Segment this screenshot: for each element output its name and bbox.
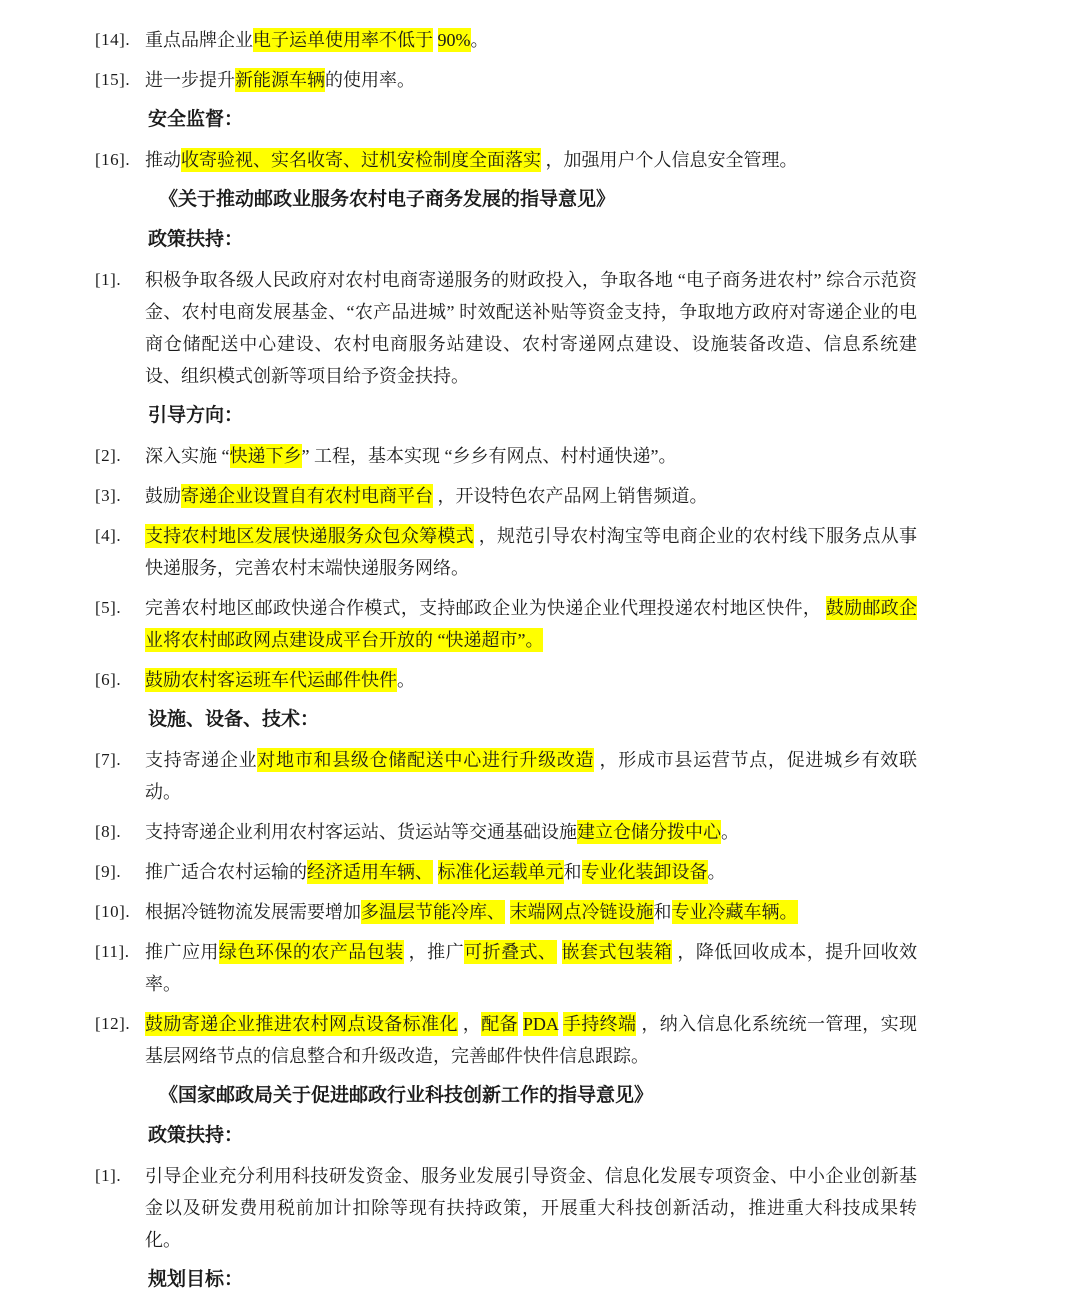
item-text (145, 744, 917, 808)
item-number: [2]. (95, 446, 122, 465)
item-text (145, 896, 917, 928)
list-item (95, 264, 917, 392)
text-segment: 的使用率。 (325, 70, 415, 90)
item-text (145, 856, 917, 888)
item-number: [10]. (95, 902, 131, 921)
list-item (95, 1008, 917, 1072)
text-segment: 重点品牌企业 (145, 30, 253, 50)
text-segment: 。 (721, 822, 739, 842)
item-number: [1]. (95, 1166, 122, 1185)
list-item (95, 664, 917, 696)
item-number: [15]. (95, 70, 131, 89)
item-text (145, 592, 917, 656)
item-text (145, 1008, 917, 1072)
text-segment: ，纳入信息化系统统一管理，实现基层网络节点的信息整合和升级改造，完善邮件快件信息跟踪。 (145, 1014, 918, 1066)
section-heading: 政策扶持： (148, 229, 244, 250)
text-segment: ，开设特色农产品网上销售频道。 (433, 486, 708, 506)
list-item (95, 1160, 917, 1256)
text-segment (433, 862, 438, 882)
item-number: [1]. (95, 270, 122, 289)
text-segment (557, 942, 562, 962)
item-text (145, 520, 917, 584)
text-segment: 和 (563, 862, 582, 882)
highlighted-text: 专业冷藏车辆。 (671, 902, 798, 922)
highlighted-text: 专业化装卸设备 (581, 862, 708, 882)
list-item (95, 744, 917, 808)
item-text (145, 440, 917, 472)
highlighted-text: 可折叠式、 (464, 942, 557, 962)
section-heading: 设施、设备、技术： (148, 709, 320, 730)
text-segment: ，降低回收成本，提升回收效率。 (145, 942, 918, 994)
highlighted-text: 鼓励邮政企业将农村邮政网点建设成平台开放的 “快递超市”。 (145, 598, 918, 650)
text-segment: 。 (707, 862, 726, 882)
list-item (95, 144, 917, 176)
text-segment: 鼓励 (145, 486, 181, 506)
text-segment: 。 (470, 30, 489, 50)
text-segment: 积极争取各级人民政府对农村电商寄递服务的财政投入，争取各地 “电子商务进农村” 综合示范资金、农村电商发展基金、“农产品进城” 时效配送补贴等资金支持，争取地方政府对寄递企业的电商仓储配送中心建设、农村电商服务站建设、农村寄递网点建设、设施装备改造、信息系统建设、组织模式创新等项目给予资金扶持。 (145, 270, 917, 386)
text-segment: 支持寄递企业利用农村客运站、货运站等交通基础设施 (145, 822, 577, 842)
highlighted-text: 对地市和县级仓储配送中心进行升级改造 (257, 750, 595, 770)
item-text (145, 64, 917, 96)
item-number: [3]. (95, 486, 122, 505)
text-segment (505, 902, 510, 922)
item-text (145, 24, 917, 56)
highlighted-text: 支持农村地区发展快递服务众包众筹模式 (145, 526, 474, 546)
item-number: [11]. (95, 942, 130, 961)
highlighted-text: 末端网点冷链设施 (509, 902, 654, 922)
highlighted-text: 鼓励寄递企业推进农村网点设备标准化 (145, 1014, 458, 1034)
list-item (95, 936, 917, 1000)
list-item (95, 480, 917, 512)
highlighted-text: 多温层节能冷库、 (361, 902, 505, 922)
text-segment: 引导企业充分利用科技研发资金、服务业发展引导资金、信息化发展专项资金、中小企业创新基金以及研发费用税前加计扣除等现有扶持政策，开展重大科技创新活动，推进重大科技成果转化。 (145, 1166, 917, 1250)
item-text (145, 816, 917, 848)
highlighted-text: 新能源车辆 (235, 70, 325, 90)
text-segment: ， (457, 1014, 482, 1034)
highlighted-text: 嵌套式包装箱 (561, 942, 673, 962)
list-item (95, 520, 917, 584)
highlighted-text: 寄递企业设置自有农村电商平台 (181, 486, 433, 506)
text-segment: 和 (653, 902, 672, 922)
document-body (95, 24, 917, 1296)
highlighted-text: 手持终端 (562, 1014, 637, 1034)
section-heading: 政策扶持： (148, 1125, 244, 1146)
text-segment: 推广适合农村运输的 (145, 862, 307, 882)
highlighted-text: 经济适用车辆、 (307, 862, 433, 882)
item-number: [7]. (95, 750, 122, 769)
text-segment (433, 30, 438, 50)
highlighted-text: 标准化运载单元 (437, 862, 564, 882)
item-text (145, 664, 917, 696)
item-text (145, 936, 917, 1000)
list-item (95, 592, 917, 656)
item-text (145, 480, 917, 512)
item-number: [8]. (95, 822, 122, 841)
list-item (95, 816, 917, 848)
list-item (95, 856, 917, 888)
text-segment: 。 (397, 670, 415, 690)
highlighted-text: PDA (522, 1014, 558, 1034)
section-heading: 规划目标： (148, 1269, 244, 1290)
item-number: [6]. (95, 670, 122, 689)
highlighted-text: 电子运单使用率不低于 (253, 30, 433, 50)
section-heading: 安全监督： (148, 109, 244, 130)
text-segment: 进一步提升 (145, 70, 235, 90)
item-number: [4]. (95, 526, 122, 545)
item-number: [12]. (95, 1014, 131, 1033)
document-title: 《国家邮政局关于促进邮政行业科技创新工作的指导意见》 (159, 1085, 654, 1106)
list-item (95, 896, 917, 928)
text-segment: ，加强用户个人信息安全管理。 (541, 150, 798, 170)
item-number: [14]. (95, 30, 131, 49)
item-number: [16]. (95, 150, 131, 169)
text-segment: ，规范引导农村淘宝等电商企业的农村线下服务点从事快递服务，完善农村末端快递服务网络。 (145, 526, 918, 578)
text-segment: 深入实施 “ (145, 446, 230, 466)
text-segment: ” 工程，基本实现 “乡乡有网点、村村通快递”。 (301, 446, 677, 466)
highlighted-text: 建立仓储分拨中心 (577, 822, 721, 842)
document-title: 《关于推动邮政业服务农村电子商务发展的指导意见》 (159, 189, 616, 210)
text-segment: ，推广 (403, 942, 465, 962)
highlighted-text: 鼓励农村客运班车代运邮件快件 (145, 670, 397, 690)
item-text (145, 264, 917, 392)
text-segment: ，形成市县运营节点，促进城乡有效联动。 (145, 750, 918, 802)
text-segment: 完善农村地区邮政快递合作模式，支持邮政企业为快递企业代理投递农村地区快件， (145, 598, 826, 618)
list-item (95, 24, 917, 56)
item-number: [5]. (95, 598, 122, 617)
text-segment: 支持寄递企业 (145, 750, 258, 770)
list-item (95, 64, 917, 96)
text-segment: 根据冷链物流发展需要增加 (145, 902, 361, 922)
item-number: [9]. (95, 862, 122, 881)
list-item (95, 440, 917, 472)
item-text (145, 144, 917, 176)
highlighted-text: 90% (437, 30, 471, 50)
text-segment: 推动 (145, 150, 181, 170)
section-heading: 引导方向： (148, 405, 244, 426)
item-text (145, 1160, 917, 1256)
highlighted-text: 配备 (481, 1014, 518, 1034)
text-segment: 推广应用 (145, 942, 219, 962)
highlighted-text: 绿色环保的农产品包装 (218, 942, 404, 962)
highlighted-text: 快递下乡 (229, 446, 302, 466)
highlighted-text: 收寄验视、实名收寄、过机安检制度全面落实 (181, 150, 541, 170)
